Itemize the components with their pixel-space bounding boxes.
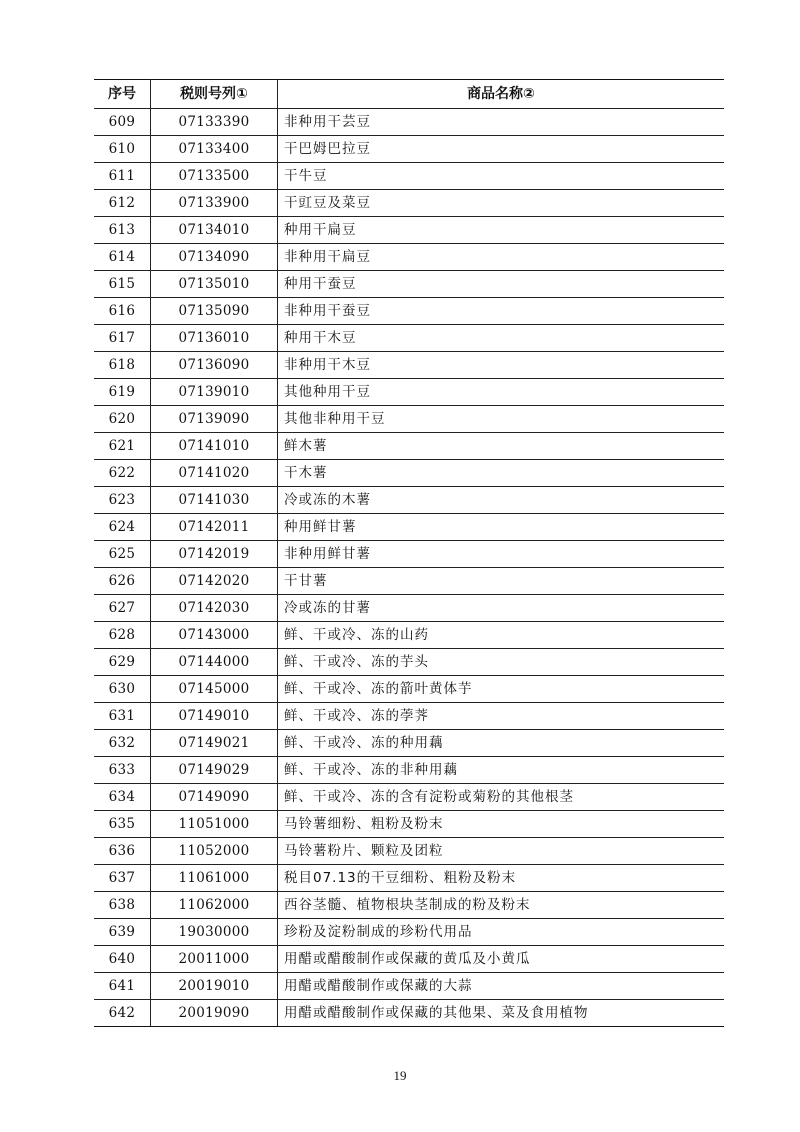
table-header-row [94, 80, 724, 109]
table-row [94, 730, 724, 757]
cell-tariff-code: 07134010 [151, 217, 278, 244]
cell-seq: 632 [94, 730, 151, 757]
table-row [94, 109, 724, 136]
cell-tariff-code: 07149090 [151, 784, 278, 811]
table-row [94, 541, 724, 568]
cell-product-name: 冷或冻的木薯 [278, 487, 725, 514]
cell-tariff-code: 19030000 [151, 919, 278, 946]
cell-tariff-code: 11051000 [151, 811, 278, 838]
table-row [94, 325, 724, 352]
table-row [94, 487, 724, 514]
cell-product-name: 马铃薯细粉、粗粉及粉末 [278, 811, 725, 838]
cell-seq: 628 [94, 622, 151, 649]
cell-tariff-code: 07141030 [151, 487, 278, 514]
cell-tariff-code: 07139090 [151, 406, 278, 433]
cell-seq: 614 [94, 244, 151, 271]
cell-seq: 616 [94, 298, 151, 325]
cell-product-name: 干豇豆及菜豆 [278, 190, 725, 217]
table-row [94, 190, 724, 217]
table-row [94, 568, 724, 595]
table-row [94, 595, 724, 622]
table-row [94, 919, 724, 946]
cell-seq: 634 [94, 784, 151, 811]
table-row [94, 865, 724, 892]
cell-tariff-code: 07149029 [151, 757, 278, 784]
table-row [94, 973, 724, 1000]
cell-seq: 633 [94, 757, 151, 784]
cell-seq: 638 [94, 892, 151, 919]
cell-seq: 641 [94, 973, 151, 1000]
cell-product-name: 其他种用干豆 [278, 379, 725, 406]
table-row [94, 163, 724, 190]
cell-seq: 623 [94, 487, 151, 514]
cell-product-name: 用醋或醋酸制作或保藏的大蒜 [278, 973, 725, 1000]
cell-tariff-code: 07142030 [151, 595, 278, 622]
cell-product-name: 鲜、干或冷、冻的芋头 [278, 649, 725, 676]
cell-seq: 635 [94, 811, 151, 838]
cell-product-name: 用醋或醋酸制作或保藏的其他果、菜及食用植物 [278, 1000, 725, 1027]
cell-product-name: 鲜、干或冷、冻的非种用藕 [278, 757, 725, 784]
cell-product-name: 种用干蚕豆 [278, 271, 725, 298]
cell-tariff-code: 07133400 [151, 136, 278, 163]
table-row [94, 649, 724, 676]
cell-seq: 639 [94, 919, 151, 946]
table-row [94, 217, 724, 244]
header-seq: 序号 [94, 80, 151, 109]
cell-seq: 640 [94, 946, 151, 973]
tariff-table [94, 79, 724, 1027]
cell-tariff-code: 11061000 [151, 865, 278, 892]
cell-tariff-code: 07133500 [151, 163, 278, 190]
cell-seq: 618 [94, 352, 151, 379]
cell-product-name: 种用干木豆 [278, 325, 725, 352]
page-number: 19 [393, 1068, 407, 1083]
table-row [94, 811, 724, 838]
cell-product-name: 鲜木薯 [278, 433, 725, 460]
cell-seq: 637 [94, 865, 151, 892]
cell-tariff-code: 07141020 [151, 460, 278, 487]
table-row [94, 703, 724, 730]
cell-tariff-code: 07145000 [151, 676, 278, 703]
cell-product-name: 种用干扁豆 [278, 217, 725, 244]
cell-product-name: 非种用干芸豆 [278, 109, 725, 136]
cell-product-name: 鲜、干或冷、冻的荸荠 [278, 703, 725, 730]
cell-product-name: 冷或冻的甘薯 [278, 595, 725, 622]
cell-product-name: 鲜、干或冷、冻的山药 [278, 622, 725, 649]
cell-product-name: 鲜、干或冷、冻的含有淀粉或菊粉的其他根茎 [278, 784, 725, 811]
cell-product-name: 税目07.13的干豆细粉、粗粉及粉末 [278, 865, 725, 892]
cell-seq: 617 [94, 325, 151, 352]
table-row [94, 514, 724, 541]
cell-seq: 609 [94, 109, 151, 136]
table-row [94, 271, 724, 298]
table-row [94, 784, 724, 811]
cell-tariff-code: 07134090 [151, 244, 278, 271]
cell-product-name: 非种用鲜甘薯 [278, 541, 725, 568]
cell-seq: 615 [94, 271, 151, 298]
cell-seq: 613 [94, 217, 151, 244]
cell-seq: 612 [94, 190, 151, 217]
cell-tariff-code: 07136090 [151, 352, 278, 379]
cell-tariff-code: 07139010 [151, 379, 278, 406]
cell-seq: 629 [94, 649, 151, 676]
table-row [94, 406, 724, 433]
cell-seq: 642 [94, 1000, 151, 1027]
table-row [94, 136, 724, 163]
cell-tariff-code: 07135090 [151, 298, 278, 325]
cell-product-name: 非种用干木豆 [278, 352, 725, 379]
cell-product-name: 用醋或醋酸制作或保藏的黄瓜及小黄瓜 [278, 946, 725, 973]
cell-product-name: 干甘薯 [278, 568, 725, 595]
cell-tariff-code: 07149010 [151, 703, 278, 730]
table-row [94, 838, 724, 865]
cell-product-name: 其他非种用干豆 [278, 406, 725, 433]
table-row [94, 298, 724, 325]
table-row [94, 676, 724, 703]
cell-product-name: 珍粉及淀粉制成的珍粉代用品 [278, 919, 725, 946]
table-row [94, 460, 724, 487]
cell-product-name: 干木薯 [278, 460, 725, 487]
cell-product-name: 干巴姆巴拉豆 [278, 136, 725, 163]
header-tariff-code: 税则号列① [151, 80, 278, 109]
cell-tariff-code: 07149021 [151, 730, 278, 757]
cell-tariff-code: 20011000 [151, 946, 278, 973]
cell-product-name: 鲜、干或冷、冻的种用藕 [278, 730, 725, 757]
cell-tariff-code: 07144000 [151, 649, 278, 676]
table-row [94, 892, 724, 919]
cell-tariff-code: 07133390 [151, 109, 278, 136]
cell-product-name: 干牛豆 [278, 163, 725, 190]
cell-tariff-code: 07142020 [151, 568, 278, 595]
cell-seq: 611 [94, 163, 151, 190]
cell-seq: 627 [94, 595, 151, 622]
cell-seq: 631 [94, 703, 151, 730]
cell-tariff-code: 07142019 [151, 541, 278, 568]
cell-seq: 620 [94, 406, 151, 433]
table-row [94, 244, 724, 271]
cell-product-name: 种用鲜甘薯 [278, 514, 725, 541]
cell-product-name: 西谷茎髓、植物根块茎制成的粉及粉末 [278, 892, 725, 919]
cell-seq: 626 [94, 568, 151, 595]
cell-tariff-code: 07143000 [151, 622, 278, 649]
cell-tariff-code: 07141010 [151, 433, 278, 460]
cell-tariff-code: 07142011 [151, 514, 278, 541]
cell-tariff-code: 07136010 [151, 325, 278, 352]
header-product-name: 商品名称② [278, 80, 725, 109]
table-row [94, 757, 724, 784]
table-row [94, 433, 724, 460]
cell-seq: 619 [94, 379, 151, 406]
cell-seq: 625 [94, 541, 151, 568]
cell-seq: 630 [94, 676, 151, 703]
cell-product-name: 非种用干扁豆 [278, 244, 725, 271]
cell-seq: 610 [94, 136, 151, 163]
table-body [94, 109, 724, 1027]
cell-tariff-code: 07133900 [151, 190, 278, 217]
cell-tariff-code: 20019090 [151, 1000, 278, 1027]
table-row [94, 946, 724, 973]
table-row [94, 622, 724, 649]
table-row [94, 352, 724, 379]
cell-product-name: 马铃薯粉片、颗粒及团粒 [278, 838, 725, 865]
cell-tariff-code: 11062000 [151, 892, 278, 919]
cell-tariff-code: 11052000 [151, 838, 278, 865]
table-row [94, 379, 724, 406]
cell-tariff-code: 20019010 [151, 973, 278, 1000]
cell-seq: 621 [94, 433, 151, 460]
cell-tariff-code: 07135010 [151, 271, 278, 298]
cell-seq: 624 [94, 514, 151, 541]
cell-product-name: 鲜、干或冷、冻的箭叶黄体芋 [278, 676, 725, 703]
table-row [94, 1000, 724, 1027]
cell-seq: 636 [94, 838, 151, 865]
cell-seq: 622 [94, 460, 151, 487]
cell-product-name: 非种用干蚕豆 [278, 298, 725, 325]
